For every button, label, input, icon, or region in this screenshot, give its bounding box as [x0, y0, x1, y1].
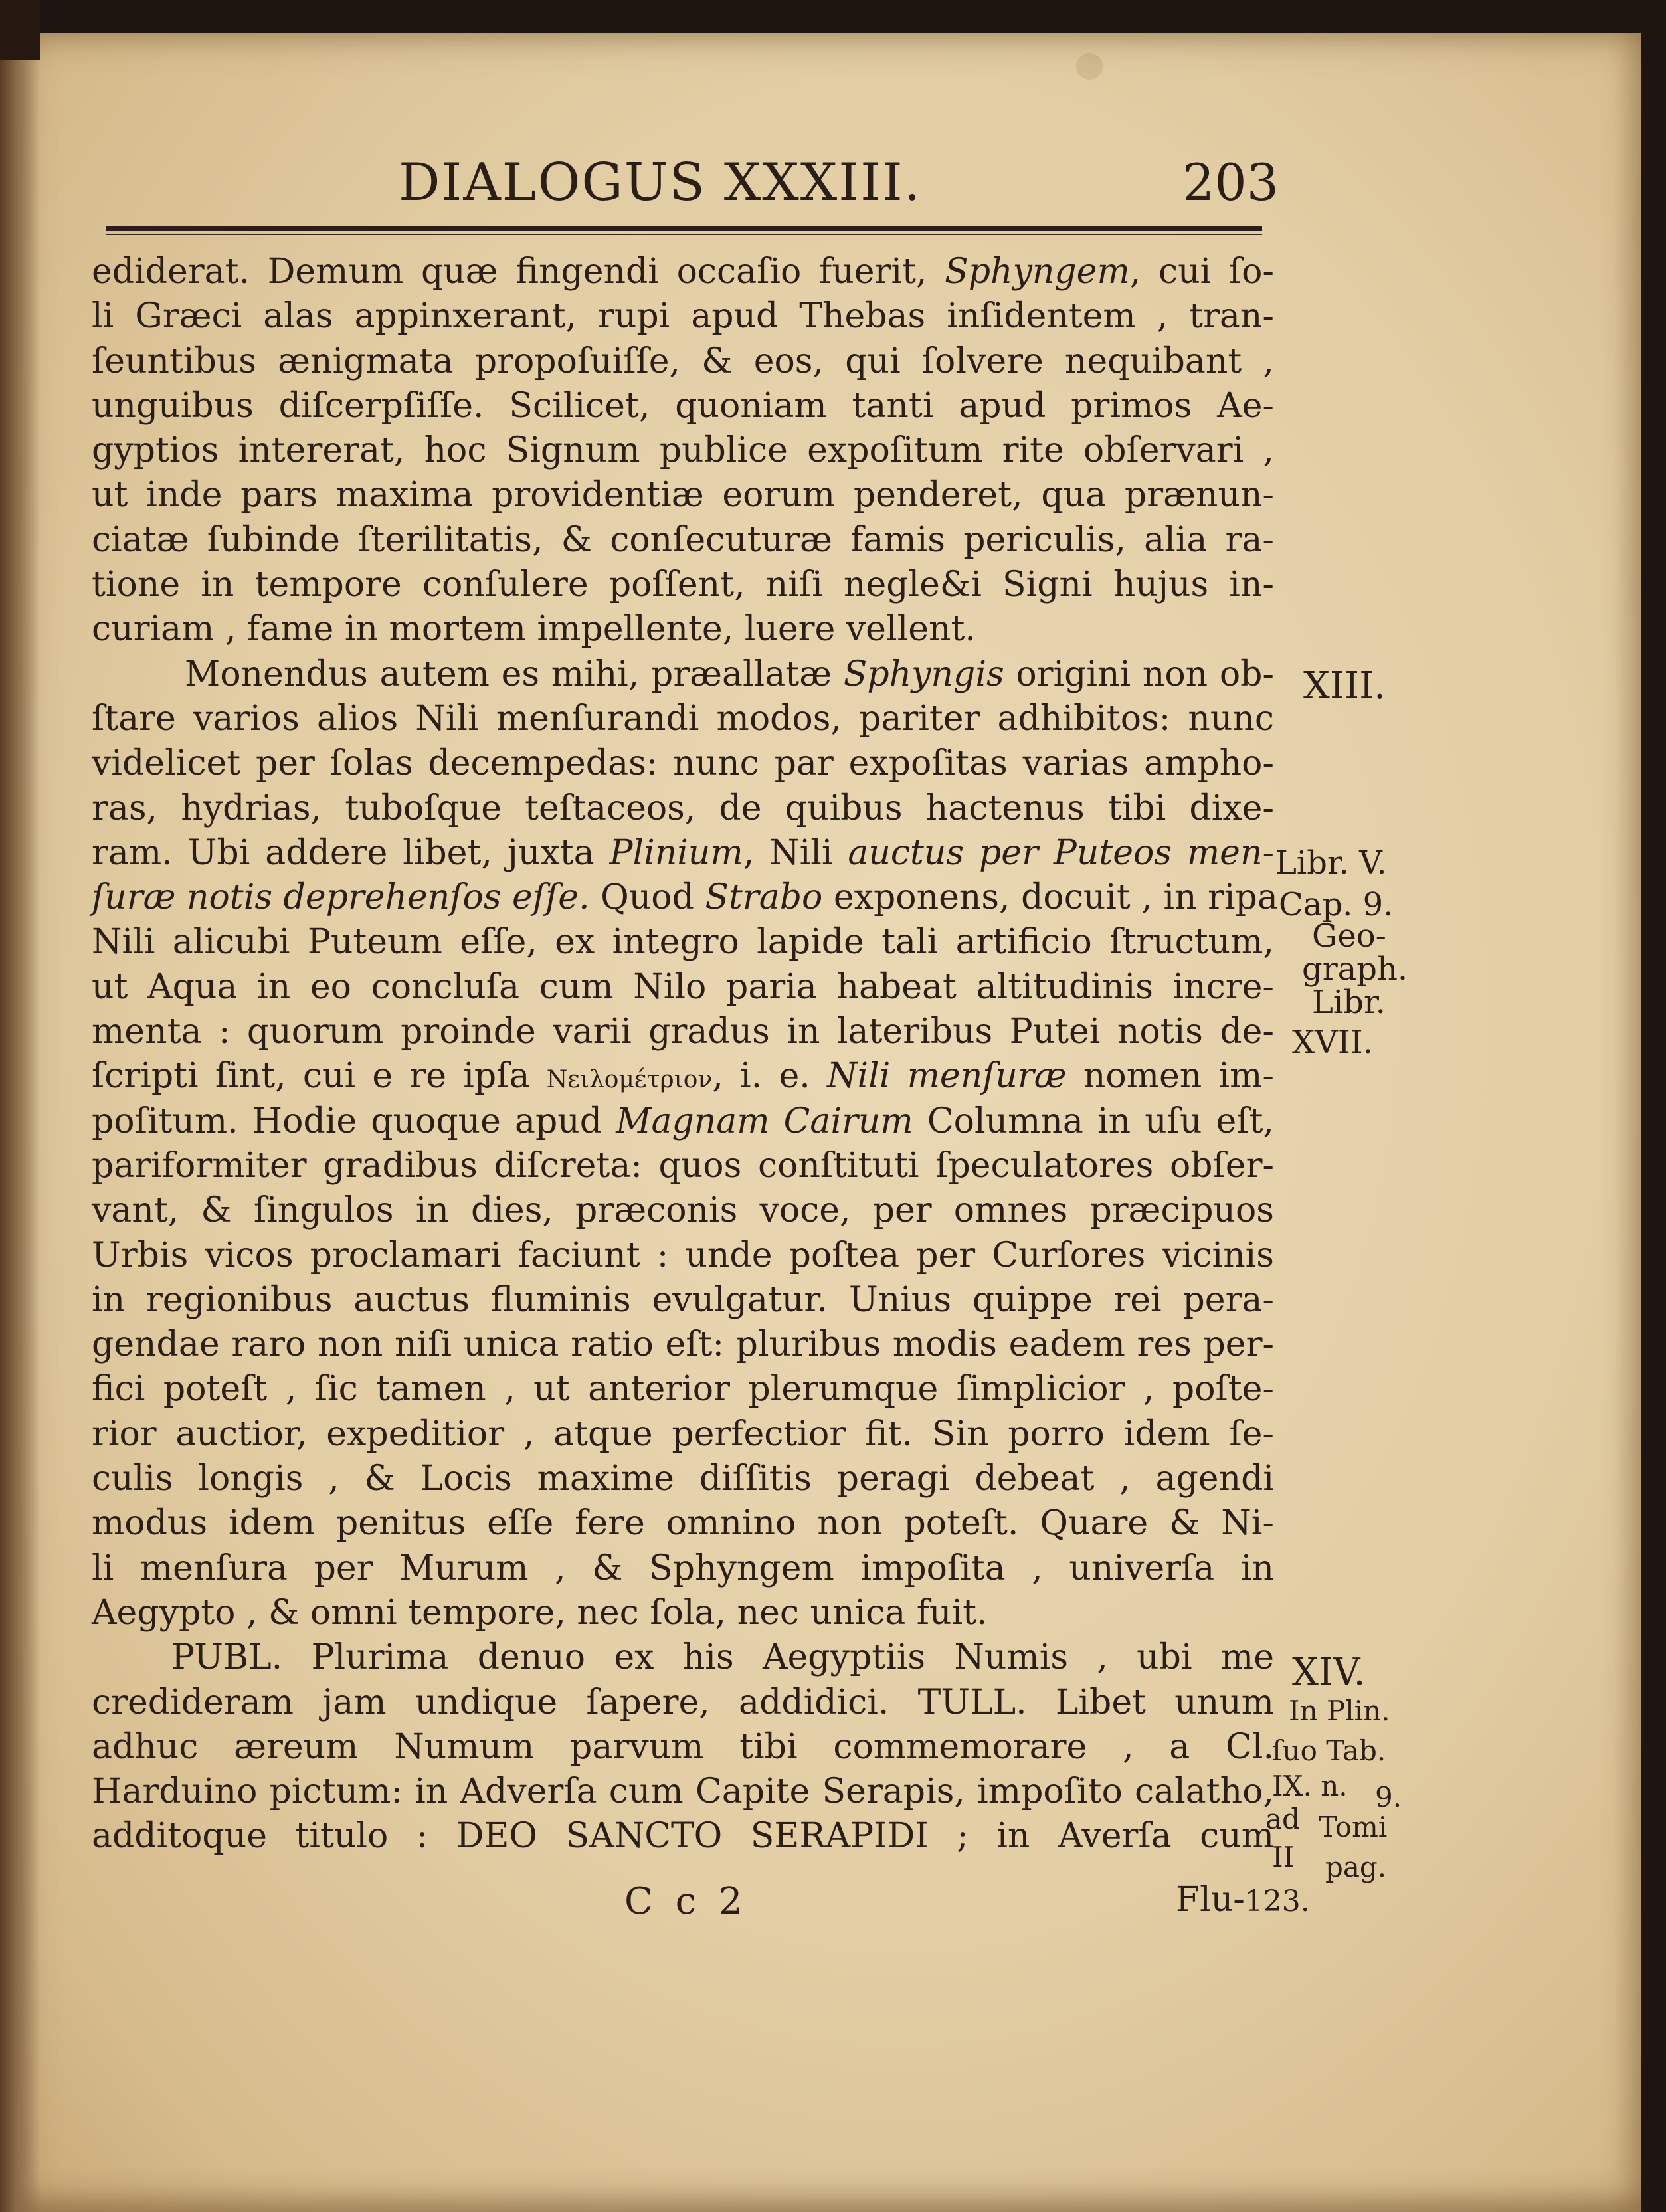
text-line — [92, 563, 1274, 607]
text-run: ſtare varios alios Nili menſurandi modos, pariter adhibitos: nunc — [92, 698, 1274, 739]
text-line — [92, 1010, 1274, 1054]
text-run: nomen im- — [1066, 1056, 1275, 1097]
text-run: ut Aqua in eo concluſa cum Nilo paria habeat altitudinis incre- — [92, 967, 1274, 1007]
text-run: ut inde pars maxima providentiæ eorum penderet, qua prænun- — [92, 475, 1274, 515]
text-run: rior auctior, expeditior , atque perfectior fit. Sin porro idem ſe- — [92, 1414, 1274, 1454]
margin-note-xvii: XVII. — [1292, 1024, 1374, 1061]
binding-gutter — [0, 33, 40, 2212]
margin-note-ix-n: IX. n. — [1272, 1770, 1348, 1802]
text-run: pariformiter gradibus diſcreta: quos conſtituti ſpeculatores obſer- — [92, 1145, 1274, 1186]
text-run: Urbis vicos proclamari faciunt : unde poſtea per Curſores vicinis — [92, 1235, 1274, 1275]
italic-run: Magnam Cairum — [616, 1101, 913, 1141]
text-run: , i. e. — [712, 1056, 827, 1097]
page-number: 203 — [1182, 153, 1279, 212]
italic-run: Sphyngem — [945, 252, 1130, 292]
margin-note-libr-v: Libr. V. — [1275, 844, 1387, 881]
text-line — [92, 1278, 1274, 1323]
text-run: ediderat. Demum quæ fingendi occaſio fuerit, — [92, 252, 945, 292]
text-run: modus idem penitus eſſe fere omnino non poteſt. Quare & Ni- — [92, 1503, 1274, 1544]
text-line — [92, 1501, 1274, 1546]
text-line — [92, 741, 1274, 786]
text-run: ſcripti ſint, cui e re ipſa — [92, 1056, 530, 1097]
italic-run: Nili menſuræ — [826, 1056, 1067, 1097]
text-line — [92, 1188, 1274, 1233]
text-run: adhuc æreum Numum parvum tibi commemorare , a Cl. — [92, 1726, 1274, 1767]
text-line — [92, 294, 1274, 339]
text-run: videlicet per ſolas decempedas: nunc par expoſitas varias ampho- — [92, 743, 1274, 784]
text-run: ram. Ubi addere libet, juxta — [92, 832, 610, 873]
text-line — [92, 786, 1274, 831]
text-run: Quod — [589, 877, 705, 918]
text-line — [92, 697, 1274, 741]
text-line — [92, 1412, 1274, 1457]
text-line — [92, 1681, 1274, 1725]
text-run: ſeuntibus ænigmata propoſuiſſe, & eos, qui ſolvere nequibant , — [92, 341, 1274, 381]
text-line — [92, 1814, 1274, 1859]
text-run: menta : quorum proinde varii gradus in lateribus Putei notis de- — [92, 1012, 1274, 1052]
text-line — [92, 339, 1274, 384]
text-run: Aegypto , & omni tempore, nec ſola, nec unica fuit. — [92, 1592, 988, 1633]
text-run: origini non ob- — [1004, 654, 1274, 694]
text-run: curiam , fame in mortem impellente, luere vellent. — [92, 609, 976, 650]
italic-run: Sphyngis — [843, 654, 1004, 694]
margin-section-xiii: XIII. — [1303, 664, 1386, 707]
text-run: credideram jam undique ſapere, addidici. TULL. Libet unum — [92, 1682, 1274, 1722]
text-run: Columna in uſu eſt, — [913, 1101, 1274, 1141]
text-run: , Nili — [743, 832, 848, 873]
margin-note-graph: graph. — [1302, 951, 1408, 988]
margin-note-suo-tab: ſuo Tab. — [1272, 1734, 1386, 1767]
header-rule-thin — [106, 234, 1262, 235]
greek-word: Νειλομέτριον — [546, 1066, 713, 1094]
text-run: , cui ſo- — [1129, 252, 1274, 292]
text-run: gendae raro non niſi unica ratio eſt: pluribus modis eadem res per- — [92, 1325, 1274, 1365]
text-line — [92, 473, 1274, 517]
text-run: Harduino pictum: in Adverſa cum Capite Serapis, impoſito calatho, — [92, 1772, 1274, 1812]
text-line — [92, 920, 1274, 965]
text-run: Monendus autem es mihi, præallatæ — [185, 654, 844, 694]
italic-run: auctus per Puteos men- — [848, 832, 1275, 873]
margin-note-cap: Cap. 9. — [1279, 886, 1394, 923]
text-run: PUBL. Plurima denuo ex his Aegyptiis Numis , ubi me — [171, 1637, 1274, 1678]
text-line — [92, 384, 1274, 428]
text-run: ras, hydrias, tuboſque teſtaceos, de quibus hactenus tibi dixe- — [92, 788, 1274, 828]
margin-note-tomi: Tomi — [1319, 1811, 1388, 1843]
text-line — [92, 428, 1274, 473]
text-line — [92, 1635, 1274, 1680]
text-run: poſitum. Hodie quoque apud — [92, 1101, 616, 1141]
margin-note-pag: pag. — [1325, 1851, 1387, 1883]
text-line — [92, 1323, 1274, 1367]
paper-stain — [1076, 53, 1103, 80]
catchword-text: Flu- — [1176, 1880, 1245, 1920]
binding-shadow — [0, 0, 40, 60]
text-run: gyptios intererat, hoc Signum publice expoſitum rite obſervari , — [92, 430, 1274, 471]
text-run: vant, & ſingulos in dies, præconis voce, per omnes præcipuos — [92, 1190, 1274, 1231]
text-run: ciatæ ſubinde ſterilitatis, & conſecuturæ famis periculis, alia ra- — [92, 519, 1274, 560]
text-line — [92, 876, 1278, 920]
text-run: tione in tempore conſulere poſſent, niſi negle&i Signi hujus in- — [92, 565, 1274, 605]
text-run: unguibus diſcerpſiſſe. Scilicet, quoniam tanti apud primos Ae- — [92, 385, 1274, 426]
text-run: fici poteſt , ſic tamen , ut anterior plerumque ſimplicior , poſte- — [92, 1369, 1274, 1410]
text-line — [92, 652, 1274, 697]
italic-run: ſuræ notis deprehenſos eſſe. — [92, 877, 590, 918]
text-run: Nili alicubi Puteum eſſe, ex integro lapide tali artificio ſtructum, — [92, 922, 1274, 963]
catchword-page-ref: 123. — [1244, 1885, 1310, 1918]
margin-note-nine: 9. — [1375, 1781, 1402, 1813]
text-line — [92, 965, 1274, 1010]
text-line — [92, 1144, 1274, 1188]
margin-note-ad: ad — [1265, 1803, 1300, 1835]
margin-note-libr: Libr. — [1312, 984, 1386, 1021]
text-run: exponens, docuit , in ripa — [822, 877, 1278, 918]
signature-mark: C c 2 — [624, 1880, 748, 1923]
text-line — [92, 607, 1274, 652]
italic-run: Plinium — [609, 832, 743, 873]
running-head: DIALOGUS XXXIII. — [399, 153, 922, 213]
text-line — [92, 1234, 1274, 1278]
text-line — [92, 1546, 1274, 1591]
text-run: additoque titulo : DEO SANCTO SERAPIDI ; in Averſa cum — [92, 1816, 1274, 1857]
text-line — [92, 518, 1274, 563]
text-line — [92, 1725, 1274, 1770]
text-run: li Græci alas appinxerant, rupi apud Thebas inſidentem , tran- — [92, 296, 1274, 337]
text-line — [92, 1099, 1274, 1144]
margin-note-geo: Geo- — [1312, 917, 1386, 955]
text-line — [92, 831, 1274, 876]
text-line — [92, 1591, 1274, 1635]
margin-section-xiv: XIV. — [1292, 1651, 1366, 1694]
margin-note-in-plin: In Plin. — [1289, 1695, 1390, 1727]
text-line — [92, 1367, 1274, 1412]
catchword — [1176, 1880, 1310, 1920]
italic-run: Strabo — [705, 877, 823, 918]
text-run: culis longis , & Locis maxime diſſitis peragi debeat , agendi — [92, 1459, 1274, 1499]
text-line — [92, 1457, 1274, 1501]
text-run: li menſura per Murum , & Sphyngem impoſita , univerſa in — [92, 1548, 1274, 1588]
margin-note-ii: II — [1272, 1841, 1295, 1873]
header-rule — [106, 226, 1262, 231]
text-line-greek — [92, 1054, 1274, 1099]
body-text — [92, 250, 1278, 1859]
text-line — [92, 250, 1274, 294]
text-line — [92, 1770, 1274, 1814]
text-run: in regionibus auctus fluminis evulgatur. Unius quippe rei pera- — [92, 1279, 1274, 1320]
